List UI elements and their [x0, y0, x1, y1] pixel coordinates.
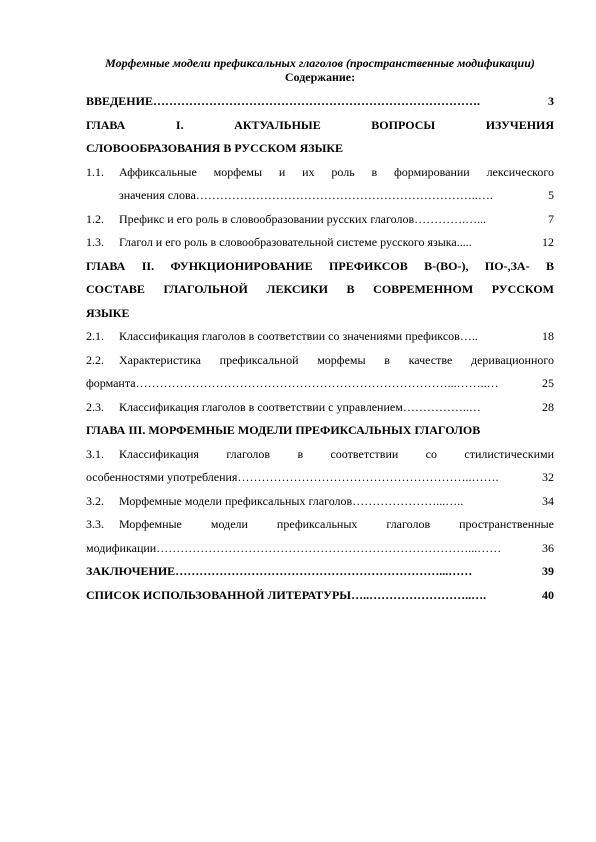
toc-page-number: 40 [542, 587, 554, 602]
toc-chapter-2-line1: ГЛАВА II. ФУНКЦИОНИРОВАНИЕ ПРЕФИКСОВ В-(ВО-), ПО-,ЗА- В [86, 258, 554, 273]
toc-section-number: 3.1. [86, 446, 104, 461]
word: в [297, 446, 304, 461]
toc-entry-title: Классификация глаголов в соответствии со значениями префиксов [119, 329, 460, 343]
toc-entry-title: ВВЕДЕНИЕ [86, 94, 153, 108]
word: ИЗУЧЕНИЯ [485, 117, 554, 132]
toc-entry-title-cont: форманта [86, 376, 136, 390]
toc-leader-dots: ……………..… [402, 399, 481, 414]
word: I. [175, 117, 184, 132]
toc-entry-2-1 [86, 325, 554, 349]
toc-chapter-2-line3: ЯЗЫКЕ [86, 305, 130, 320]
toc-page-number: 36 [542, 540, 554, 555]
toc-entry-title: Морфемные модели префиксальных глаголов [119, 493, 353, 508]
toc-leader-dots: ..... [456, 235, 472, 249]
toc-entry-title-cont: значения слова [119, 188, 196, 202]
toc-leader-dots: …………………...….. [352, 493, 464, 508]
toc-page-number: 39 [542, 564, 554, 578]
toc-entry-1-2 [86, 208, 554, 232]
toc-entry-3-1 [86, 443, 554, 467]
toc-entry-title: ЗАКЛЮЧЕНИЕ [86, 564, 176, 578]
word: ВОПРОСЫ [371, 117, 436, 132]
toc-leader-dots: ……………………………………………………………………...……..… [135, 376, 499, 390]
word: глаголов [386, 517, 431, 531]
toc-leader-dots: ……………………………………………………………..…. [195, 188, 493, 202]
word: со [425, 446, 437, 461]
word: глаголов [226, 446, 271, 461]
word: АКТУАЛЬНЫЕ [234, 117, 321, 132]
toc-leader-dots: ………………………………………………………………………. [152, 94, 480, 108]
toc-leader-dots: …………………………………………………..……. [237, 470, 499, 484]
word: префиксальных [276, 517, 358, 531]
toc-entry-1-1-cont [86, 184, 554, 208]
toc-entry-title: СПИСОК ИСПОЛЬЗОВАННОЙ ЛИТЕРАТУРЫ [86, 587, 352, 602]
toc-page-number: 28 [542, 399, 554, 414]
toc-leader-dots: …………………………………………………………...…… [175, 564, 473, 578]
toc-entry-1-1 [86, 161, 554, 185]
toc-leader-dots: ….. [459, 329, 478, 343]
toc-page-number: 12 [542, 235, 554, 249]
toc-section-number: 3.2. [86, 493, 104, 508]
toc-entry-title: Префикс и его роль в словообразовании русских глаголов [119, 211, 415, 226]
toc-section-number: 1.3. [86, 235, 104, 249]
toc-section-number: 2.3. [86, 399, 104, 414]
document-page [86, 56, 554, 607]
word: пространственные [459, 517, 554, 531]
toc-entry-title-cont: особенностями употребления [86, 470, 238, 484]
toc-leader-dots: …..……………………..…. [351, 587, 487, 602]
toc-page-number: 3 [548, 94, 554, 108]
toc-page-number: 18 [542, 329, 554, 343]
toc-section-number: 2.1. [86, 329, 104, 343]
toc-page-number: 32 [542, 470, 554, 484]
toc-section-number: 2.2. [86, 352, 104, 367]
toc-entry-2-2 [86, 349, 554, 373]
toc-entry-2-3 [86, 396, 554, 420]
toc-entry-2-2-cont [86, 372, 554, 396]
toc-entry-3-2 [86, 490, 554, 514]
word: ГЛАВА [86, 117, 126, 132]
toc-section-number: 1.1. [86, 164, 104, 179]
word: модели [210, 517, 248, 531]
word: Морфемные [119, 517, 182, 531]
toc-chapter-3: ГЛАВА III. МОРФЕМНЫЕ МОДЕЛИ ПРЕФИКСАЛЬНЫХ ГЛАГОЛОВ [86, 423, 481, 437]
toc-entry-title-cont: модификации [86, 540, 157, 555]
toc-chapter-1-line1 [86, 114, 554, 138]
toc-leader-dots: ………….…... [414, 211, 487, 226]
toc-entry-conclusion [86, 560, 554, 584]
toc-entry-3-3-cont [86, 537, 554, 561]
toc-page-number: 34 [542, 493, 554, 508]
word: соответствии [330, 446, 399, 461]
toc-entry-references [86, 584, 554, 608]
toc-section-number: 1.2. [86, 211, 104, 226]
toc-entry-3-3 [86, 513, 554, 537]
toc-page-number: 7 [548, 211, 554, 226]
toc-entry-3-1-cont [86, 466, 554, 490]
toc-entry-title [119, 443, 554, 467]
document-title: Морфемные модели префиксальных глаголов (пространственные модификации) [105, 56, 535, 70]
toc-entry-title: Аффиксальные морфемы и их роль в формировании лексического [119, 164, 554, 179]
word: стилистическими [464, 446, 554, 461]
toc-leader-dots: ……………………………………………………………………...…… [156, 540, 502, 555]
toc-section-number: 3.3. [86, 517, 104, 531]
word: Классификация [119, 446, 199, 461]
toc-entry-title: Характеристика префиксальной морфемы в качестве деривационного [119, 352, 554, 367]
toc-page-number: 25 [542, 376, 554, 390]
toc-entry-1-3 [86, 231, 554, 255]
toc-page-number: 5 [548, 188, 554, 202]
toc-entry-title: Классификация глаголов в соответствии с управлением [119, 399, 403, 414]
toc-chapter-2-line2: СОСТАВЕ ГЛАГОЛЬНОЙ ЛЕКСИКИ В СОВРЕМЕННОМ РУССКОМ [86, 282, 554, 296]
contents-heading: Содержание: [284, 70, 356, 84]
toc-entry-intro [86, 90, 554, 114]
toc-entry-title: Глагол и его роль в словообразовательной системе русского языка [119, 235, 457, 249]
toc-entry-title [119, 513, 554, 537]
toc-chapter-1-line2: СЛОВООБРАЗОВАНИЯ В РУССКОМ ЯЗЫКЕ [86, 141, 344, 155]
